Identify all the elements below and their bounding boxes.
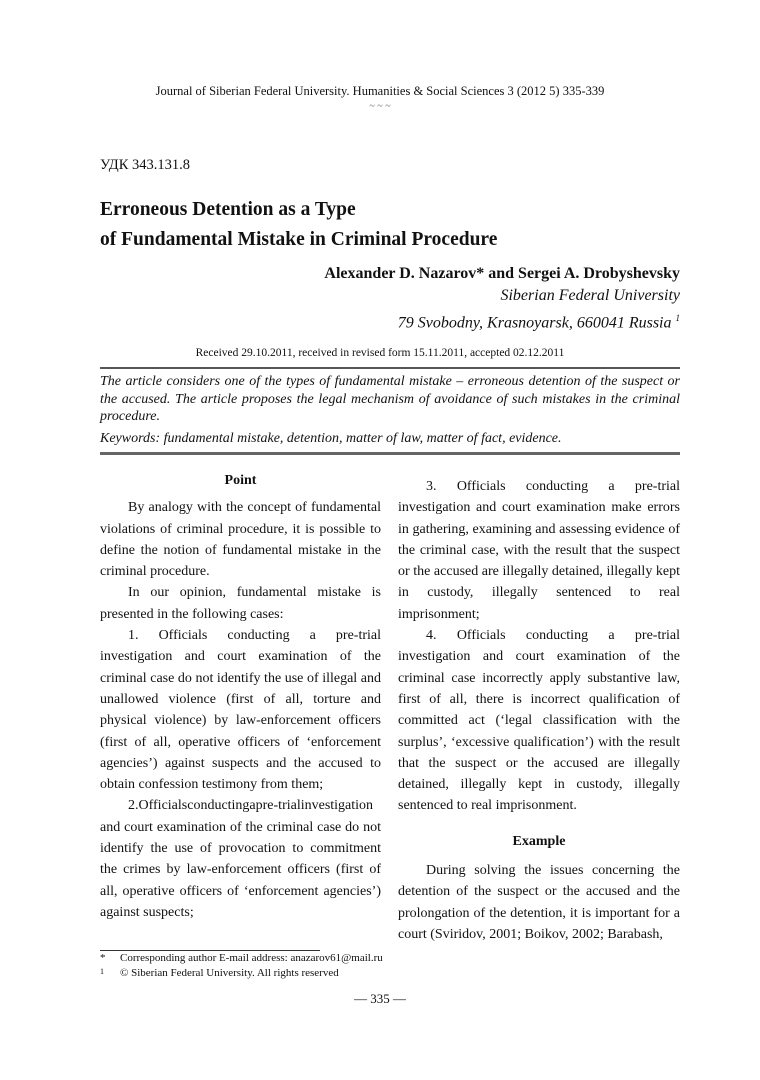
divider-top (100, 367, 680, 369)
udk-code: УДК 343.131.8 (100, 157, 190, 173)
footnote-1 (100, 952, 383, 964)
footnote-mark: 1 (100, 967, 104, 976)
section-heading-example: Example (512, 833, 566, 849)
address-text: 79 Svobodny, Krasnoyarsk, 660041 Russia (397, 314, 672, 332)
paragraph: 1. Officials conducting a pre-trial investigation and court examination of the criminal case do not identify the use of illegal and unallowed violence (first of all, torture and physical violence) by law-enforcement officers (first of all, operative officers of ‘enforcement agencies’) against suspects and the accused to obtain confession testimony from them; (100, 628, 381, 793)
received-dates: Received 29.10.2011, received in revised form 15.11.2011, accepted 02.12.2011 (195, 347, 565, 359)
footnote-2 (100, 967, 339, 979)
left-column (100, 470, 381, 923)
paragraph: In our opinion, fundamental mistake is presented in the following cases: (100, 585, 381, 622)
page-number: — 335 — (354, 991, 406, 1006)
address (324, 307, 680, 334)
address-footnote-mark: 1 (675, 313, 680, 323)
article-title (100, 195, 497, 255)
section-heading-point: Point (224, 473, 257, 488)
footnote-divider (100, 950, 320, 951)
right-column (398, 476, 680, 945)
paragraph: 2.Officialsconductingapre-trialinvestigation and court examination of the criminal case do not identify the use of provocation to commitment the crimes by law-enforcement officers (first of all, operative officers of ‘enforcement agencies’) against suspects; (100, 798, 381, 920)
paragraph: 3. Officials conducting a pre-trial investigation and court examination make errors in gathering, examining and assessing evidence of the criminal case, with the result that the suspect or the accused are illegally detained, illegally kept in custody, illegally sentenced to real imprisonment; (398, 479, 680, 622)
footnote-text: Corresponding author E-mail address: anazarov61@mail.ru (120, 952, 383, 964)
title-line-1: Erroneous Detention as a Type (100, 199, 356, 220)
divider-bottom (100, 452, 680, 455)
paragraph: During solving the issues concerning the detention of the suspect or the accused and the prolongation of the detention, it is important for a court (Sviridov, 2001; Boikov, 2002; Barabash, (398, 863, 680, 942)
affiliation: Siberian Federal University (500, 287, 680, 304)
keywords: Keywords: fundamental mistake, detention, matter of law, matter of fact, evidence. (100, 431, 562, 446)
paragraph: 4. Officials conducting a pre-trial investigation and court examination of the criminal case incorrectly apply substantive law, first of all, there is incorrect qualification of committed act (‘legal classification with the surplus’, ‘excessive qualification’) with the result that the suspect or the accused are illegally detained, illegally kept in custody, illegally sentenced to real imprisonment. (398, 628, 680, 814)
journal-header: Journal of Siberian Federal University. Humanities & Social Sciences 3 (2012 5) 335-339 (155, 84, 605, 98)
abstract: The article considers one of the types of fundamental mistake – erroneous detention of the suspect or the accused. The article proposes the legal mechanism of avoidance of such mistakes in the criminal procedure. (100, 374, 680, 424)
footnote-text: © Siberian Federal University. All rights reserved (120, 967, 339, 979)
header-ornament: ~ ~ ~ (369, 101, 391, 112)
title-line-2: of Fundamental Mistake in Criminal Procedure (100, 229, 498, 250)
authors-block (324, 263, 680, 334)
footnote-mark: * (100, 952, 106, 964)
author-names: Alexander D. Nazarov* and Sergei A. Drobyshevsky (324, 265, 680, 282)
paragraph: By analogy with the concept of fundamental violations of criminal procedure, it is possible to define the notion of fundamental mistake in the criminal procedure. (100, 500, 381, 580)
